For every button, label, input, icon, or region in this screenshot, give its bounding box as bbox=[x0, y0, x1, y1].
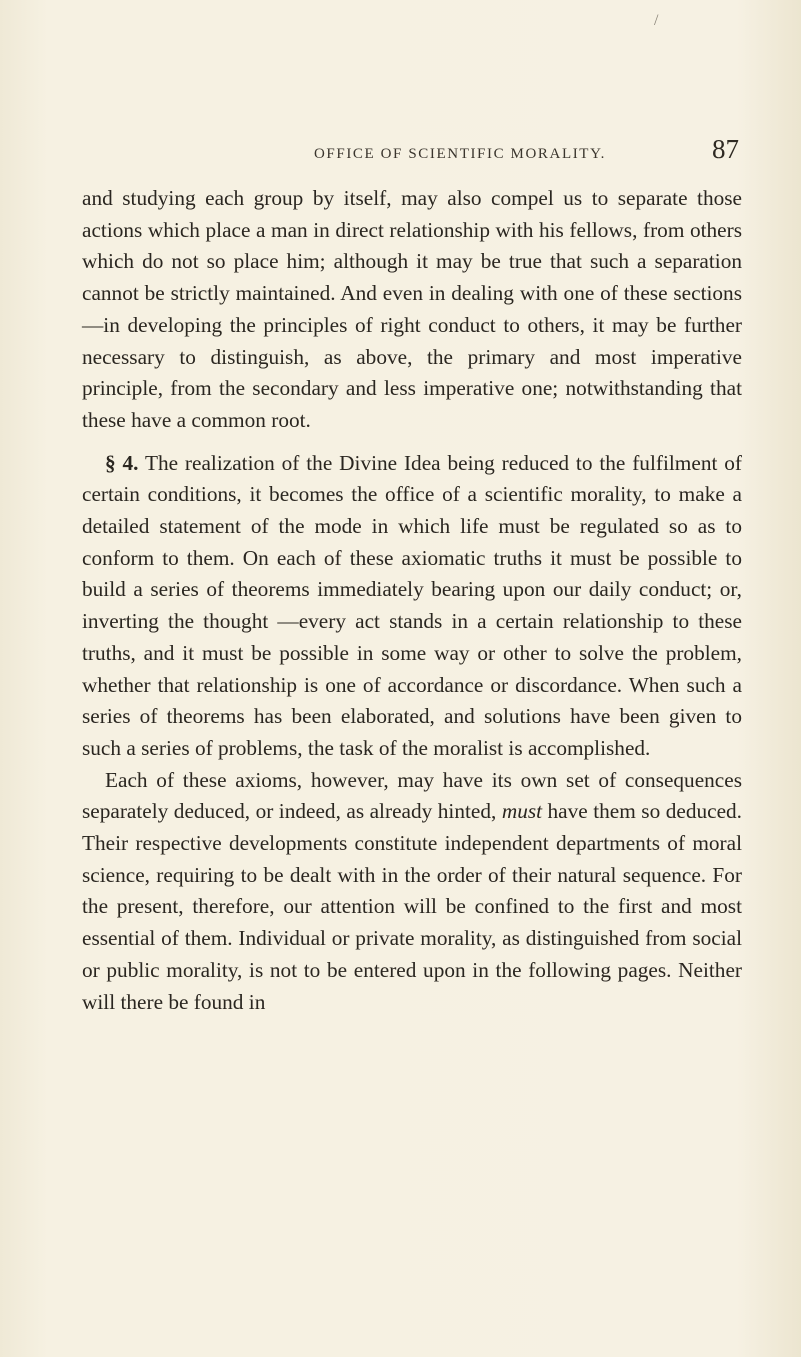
paragraph-2-text: The realization of the Divine Idea being reduced to the fulfilment of certain conditions, it becomes the office of a scientific morality, to make a detailed statement of the mode in which life must be regulated so as to conform to them. On each of these axiomatic truths it must be possible to build a series of theorems immediately bearing upon our daily conduct; or, inverting the thought —every act stands in a certain relationship to these truths, and it must be possible in some way or other to solve the problem, whether that relationship is one of accordance or discordance. When such a series of theorems has been elaborated, and solutions have been given to such a series of problems, the task of the moralist is accomplished. bbox=[82, 450, 742, 760]
page-number: 87 bbox=[712, 134, 739, 164]
paragraph-3 bbox=[82, 765, 742, 1019]
section-mark: § 4. bbox=[105, 450, 139, 475]
paragraph-3-text-before: Each of these axioms, however, may have its own set of consequences separately deduced, or indeed, as already hinted, bbox=[82, 767, 742, 824]
paragraph-section-4 bbox=[82, 448, 742, 765]
paragraph-1: and studying each group by itself, may also compel us to separate those actions which place a man in direct relationship with his fellows, from others which do not so place him; although it may be true that such a separation cannot be strictly maintained. And even in dealing with one of these sections—in developing the principles of right conduct to others, it may be further necessary to distinguish, as above, the primary and most imperative principle, from the secondary and less imperative one; notwithstanding that these have a common root. bbox=[82, 186, 742, 432]
emphasis-must: must bbox=[501, 799, 543, 824]
body-text bbox=[82, 183, 742, 1018]
stray-pencil-mark: / bbox=[654, 12, 659, 29]
paragraph-3-text-after: have them so deduced. Their respective developments constitute independent departments of moral science, requiring to be dealt with in the order of their natural sequence. For the present, therefore, our attention will be confined to the first and most essential of them. Individual or private morality, as distinguished from social or public morality, is not to be entered upon in the following pages. Neither will there be found in bbox=[82, 799, 742, 1014]
running-head: OFFICE OF SCIENTIFIC MORALITY. bbox=[314, 146, 606, 162]
